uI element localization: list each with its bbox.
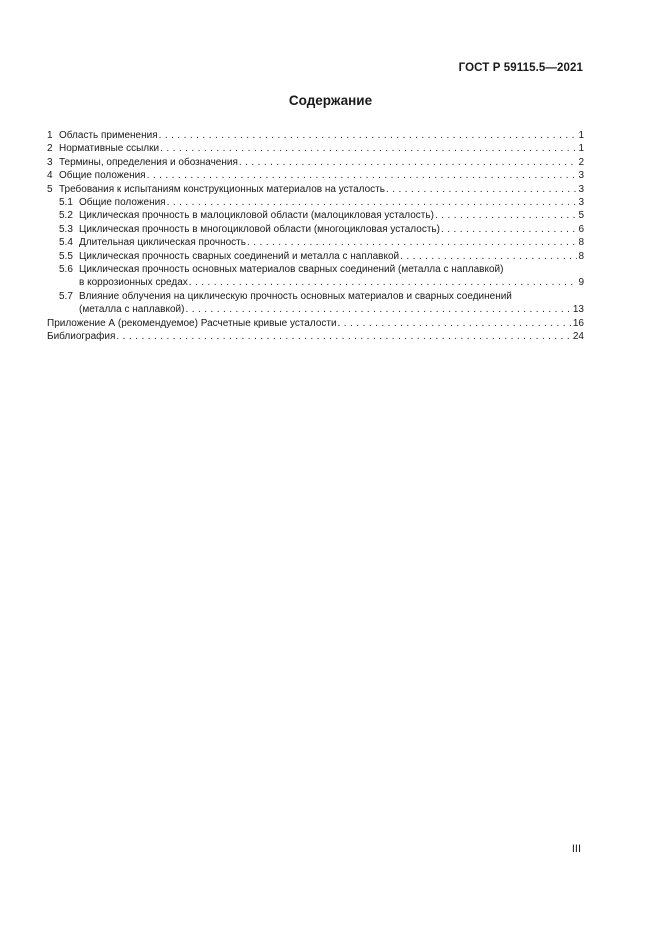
toc-entry-page: 1 <box>578 130 584 141</box>
leader-dots <box>239 156 578 169</box>
toc-subentry[interactable] <box>47 209 584 222</box>
table-of-contents <box>47 129 584 344</box>
toc-entry-page: 8 <box>578 237 584 249</box>
toc-entry-number: 5.4 <box>59 237 73 249</box>
toc-entry-number: 3 <box>47 156 53 168</box>
leader-dots <box>338 317 572 330</box>
leader-dots <box>167 196 578 209</box>
toc-entry-number: 2 <box>47 143 53 155</box>
toc-entry-page: 16 <box>572 317 584 329</box>
toc-entry-page: 8 <box>578 250 584 262</box>
leader-dots <box>386 183 577 196</box>
toc-entry-text: Циклическая прочность основных материалов сварных соединений (металла с наплавкой) <box>79 264 504 276</box>
leader-dots <box>185 303 571 316</box>
toc-entry-text: Циклическая прочность в многоцикловой области (многоцикловая усталость) <box>79 223 440 235</box>
toc-subentry-first-line <box>47 263 584 276</box>
toc-entry-number: 5 <box>47 183 53 195</box>
toc-entry-bibliography[interactable] <box>47 330 584 343</box>
document-code: ГОСТ Р 59115.5—2021 <box>458 62 583 74</box>
toc-subentry[interactable] <box>47 236 584 249</box>
page-number: III <box>571 843 581 855</box>
leader-dots <box>159 129 578 142</box>
toc-subentry-second-line <box>47 276 584 289</box>
toc-entry-page: 24 <box>572 331 584 343</box>
leader-dots <box>247 236 577 249</box>
toc-entry[interactable] <box>47 156 584 169</box>
toc-entry-number: 5.3 <box>59 223 73 235</box>
toc-entry-text: Требования к испытаниям конструкционных материалов на усталость <box>59 183 385 195</box>
toc-entry[interactable] <box>47 169 584 182</box>
toc-entry-number: 4 <box>47 170 53 182</box>
toc-entry-text-continued: (металла с наплавкой) <box>79 304 185 316</box>
toc-entry-text: Нормативные ссылки <box>59 143 160 155</box>
toc-entry-page: 2 <box>578 156 584 168</box>
toc-entry-page: 13 <box>572 304 584 316</box>
toc-entry[interactable] <box>47 129 584 142</box>
toc-subentry[interactable] <box>47 250 584 263</box>
toc-entry-text: Влияние облучения на циклическую прочность основных материалов и сварных соединений <box>79 290 512 302</box>
toc-entry-page: 3 <box>578 183 584 195</box>
toc-subentry[interactable] <box>47 196 584 209</box>
toc-subentry-multiline[interactable] <box>47 263 584 290</box>
toc-entry-text: Библиография <box>47 331 116 343</box>
leader-dots <box>189 276 578 289</box>
toc-subentry[interactable] <box>47 223 584 236</box>
toc-entry-text: Общие положения <box>79 197 166 209</box>
toc-entry-page: 5 <box>578 210 584 222</box>
toc-entry-page: 6 <box>578 223 584 235</box>
leader-dots <box>160 142 577 155</box>
toc-entry-appendix[interactable] <box>47 317 584 330</box>
toc-entry-text: Циклическая прочность в малоцикловой области (малоцикловая усталость) <box>79 210 434 222</box>
toc-entry-text: Термины, определения и обозначения <box>59 156 238 168</box>
toc-entry-page: 1 <box>578 143 584 155</box>
toc-entry-text: Приложение А (рекомендуемое) Расчетные кривые усталости <box>47 317 337 329</box>
toc-entry-page: 3 <box>578 170 584 182</box>
toc-entry-page: 3 <box>578 197 584 209</box>
toc-entry-text: Длительная циклическая прочность <box>79 237 246 249</box>
leader-dots <box>435 209 578 222</box>
toc-entry[interactable] <box>47 142 584 155</box>
toc-entry-text-continued: в коррозионных средах <box>79 277 188 289</box>
toc-entry-number: 5.2 <box>59 210 73 222</box>
toc-subentry-first-line <box>47 290 584 303</box>
toc-entry[interactable] <box>47 183 584 196</box>
toc-entry-number: 5.5 <box>59 250 73 262</box>
toc-subentry-second-line <box>47 303 584 316</box>
toc-entry-number: 5.1 <box>59 197 73 209</box>
toc-entry-text: Область применения <box>59 130 158 141</box>
toc-entry-page: 9 <box>578 277 584 289</box>
leader-dots <box>441 223 578 236</box>
toc-entry-number: 1 <box>47 130 53 141</box>
toc-entry-number: 5.6 <box>59 264 73 276</box>
leader-dots <box>400 250 577 263</box>
toc-entry-text: Общие положения <box>59 170 146 182</box>
toc-entry-number: 5.7 <box>59 290 73 302</box>
leader-dots <box>116 330 571 343</box>
leader-dots <box>147 169 578 182</box>
toc-entry-text: Циклическая прочность сварных соединений и металла с наплавкой <box>79 250 400 262</box>
toc-title: Содержание <box>288 93 373 108</box>
toc-subentry-multiline[interactable] <box>47 290 584 317</box>
